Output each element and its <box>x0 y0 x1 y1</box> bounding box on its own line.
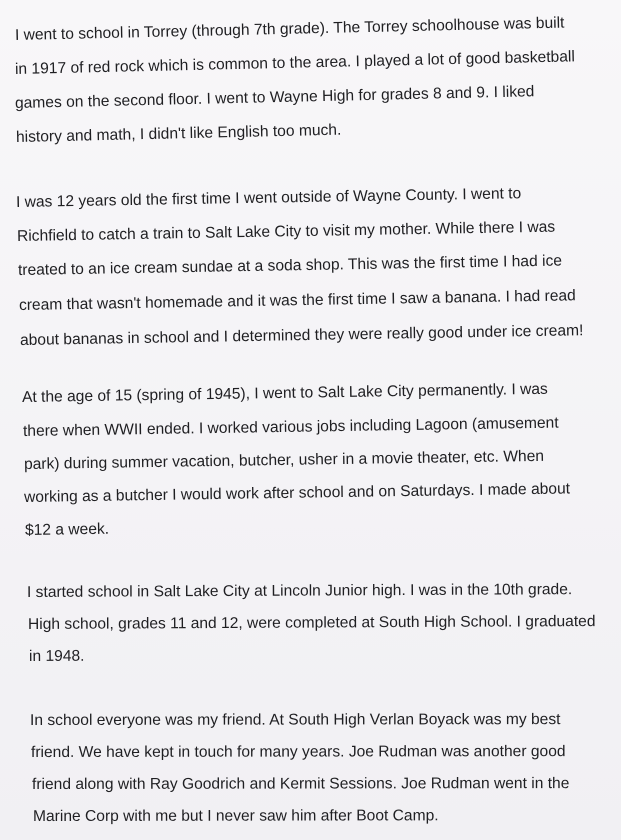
paragraph-4-line-2: High school, grades 11 and 12, were completed at South High School. I graduated <box>27 613 596 633</box>
paragraph-3-line-5: $12 a week. <box>24 520 110 539</box>
paragraph-2-line-1: I was 12 years old the first time I went outside of Wayne County. I went to <box>15 185 522 211</box>
paragraph-2-line-5: about bananas in school and I determined they were really good under ice cream! <box>19 322 584 349</box>
paragraph-2-line-2: Richfield to catch a train to Salt Lake City to visit my mother. While there I was <box>16 218 556 245</box>
paragraph-3-line-1: At the age of 15 (spring of 1945), I went to Salt Lake City permanently. I was <box>21 380 548 406</box>
paragraph-1-line-4: history and math, I didn't like English too much. <box>15 121 342 146</box>
paragraph-5-line-2: friend. We have kept in touch for many years. Joe Rudman was another good <box>30 743 566 761</box>
paragraph-4-line-1: I started school in Salt Lake City at Lincoln Junior high. I was in the 10th grade. <box>26 581 573 601</box>
paragraph-1-line-2: in 1917 of red rock which is common to the area. I played a lot of good basketball <box>14 48 576 78</box>
paragraph-4-line-3: in 1948. <box>28 647 85 665</box>
paragraph-1-line-3: games on the second floor. I went to Wayne High for grades 8 and 9. I liked <box>14 83 535 112</box>
paragraph-3-line-3: park) during summer vacation, butcher, usher in a movie theater, etc. When <box>23 447 545 473</box>
paragraph-1-line-1: I went to school in Torrey (through 7th grade). The Torrey schoolhouse was built <box>14 14 565 44</box>
paragraph-2-line-4: cream that wasn't homemade and it was the first time I saw a banana. I had read <box>18 287 576 314</box>
paragraph-5-line-4: Marine Corp with me but I never saw him after Boot Camp. <box>32 807 439 825</box>
paragraph-5-line-3: friend along with Ray Goodrich and Kermit Sessions. Joe Rudman went in the <box>31 775 570 793</box>
paragraph-2-line-3: treated to an ice cream sundae at a soda shop. This was the first time I had ice <box>17 252 563 279</box>
paragraph-5-line-1: In school everyone was my friend. At South High Verlan Boyack was my best <box>29 711 561 729</box>
paragraph-3-line-4: working as a butcher I would work after school and on Saturdays. I made about <box>23 480 571 506</box>
paragraph-3-line-2: there when WWII ended. I worked various jobs including Lagoon (amusement <box>22 414 559 440</box>
